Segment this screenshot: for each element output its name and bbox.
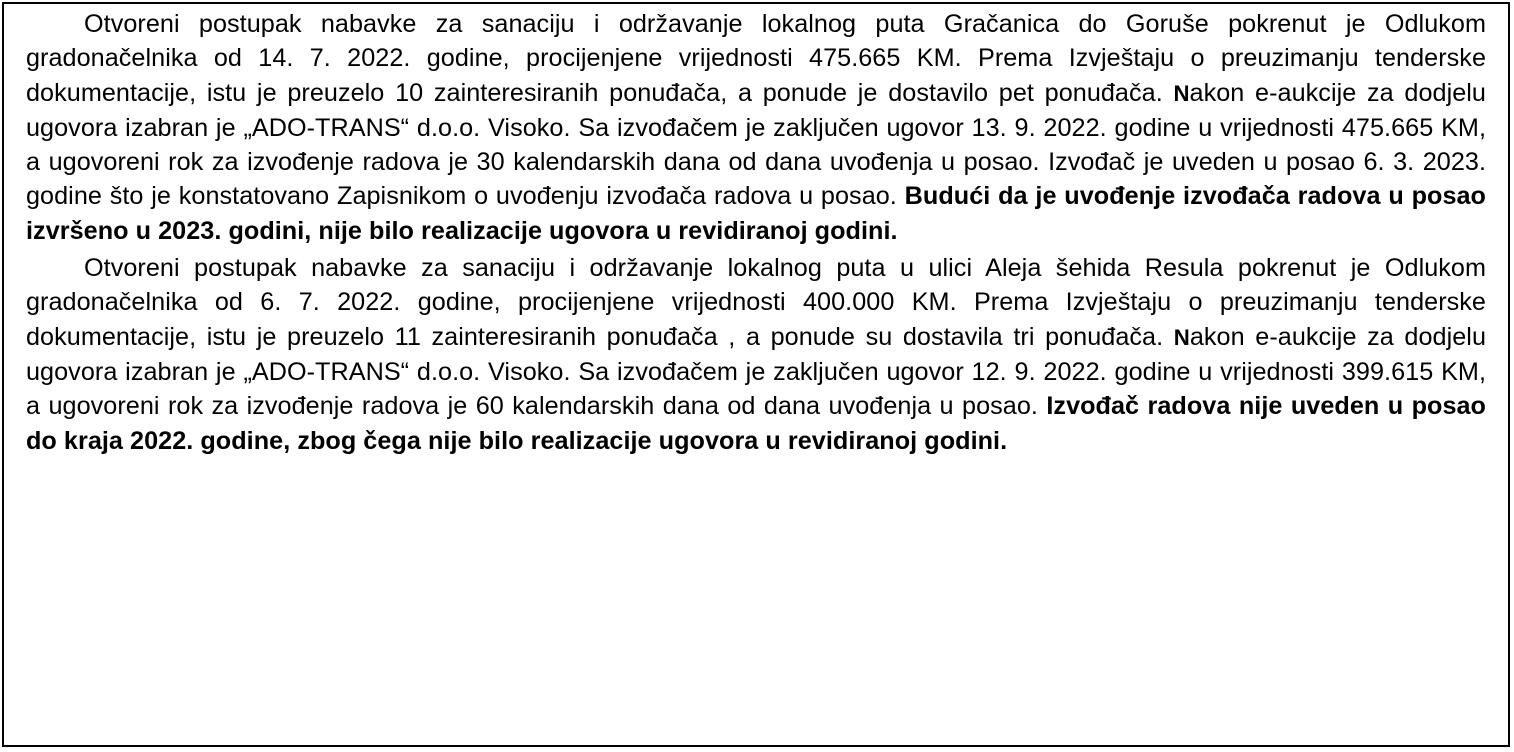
paragraph-text: akon e-aukcije za dodjelu ugovora izabran je „ADO-TRANS“ d.o.o. Visoko. Sa izvođačem je zaključen ugovor 13. 9. 2022. godine u vrijednosti 475.665 KM, a ugovoreni rok za izvođenje radova je 30 kalendarskih dana od dana uvođenja u posao. Izvođač je uveden u posao 6. 3. 2023. godine što je konstatovano Zapisnikom o uvođenju izvođača radova u posao. (26, 78, 1486, 211)
document-frame (2, 2, 1510, 747)
bold-conclusion: Budući da je uvođenje izvođača radova u posao izvršeno u 2023. godini, nije bilo realizacije ugovora u revidiranoj godini. (26, 182, 1486, 245)
paragraph-gracanica-goruse (26, 7, 1486, 248)
bold-conclusion: Izvođač radova nije uveden u posao do kraja 2022. godine, zbog čega nije bilo realizacije ugovora u revidiranoj godini. (26, 392, 1486, 455)
bold-initial: N (1173, 80, 1190, 106)
paragraph-text: Otvoreni postupak nabavke za sanaciju i održavanje lokalnog puta Gračanica do Goruše pokrenut je Odlukom gradonačelnika od 14. 7. 2022. godine, procijenjene vrijednosti 475.665 KM. Prema Izvještaju o preuzimanju tenderske dokumentacije, istu je preuzelo 10 zainteresiranih ponuđača, a ponude je dostavilo pet ponuđača. (26, 10, 1486, 107)
paragraph-text: akon e-aukcije za dodjelu ugovora izabran je „ADO-TRANS“ d.o.o. Visoko. Sa izvođačem je zaključen ugovor 12. 9. 2022. godine u vrijednosti 399.615 KM, a ugovoreni rok za izvođenje radova je 60 kalendarskih dana od dana uvođenja u posao. (26, 322, 1487, 421)
paragraph-text: Otvoreni postupak nabavke za sanaciju i održavanje lokalnog puta u ulici Aleja šehida Resula pokrenut je Odlukom gradonačelnika od 6. 7. 2022. godine, procijenjene vrijednosti 400.000 KM. Prema Izvještaju o preuzimanju tenderske dokumentacije, istu je preuzelo 11 zainteresiranih ponuđača , a ponude su dostavila tri ponuđača. (26, 254, 1486, 351)
bold-initial: N (1173, 324, 1190, 350)
paragraph-aleja-sehida-resula (26, 251, 1486, 458)
